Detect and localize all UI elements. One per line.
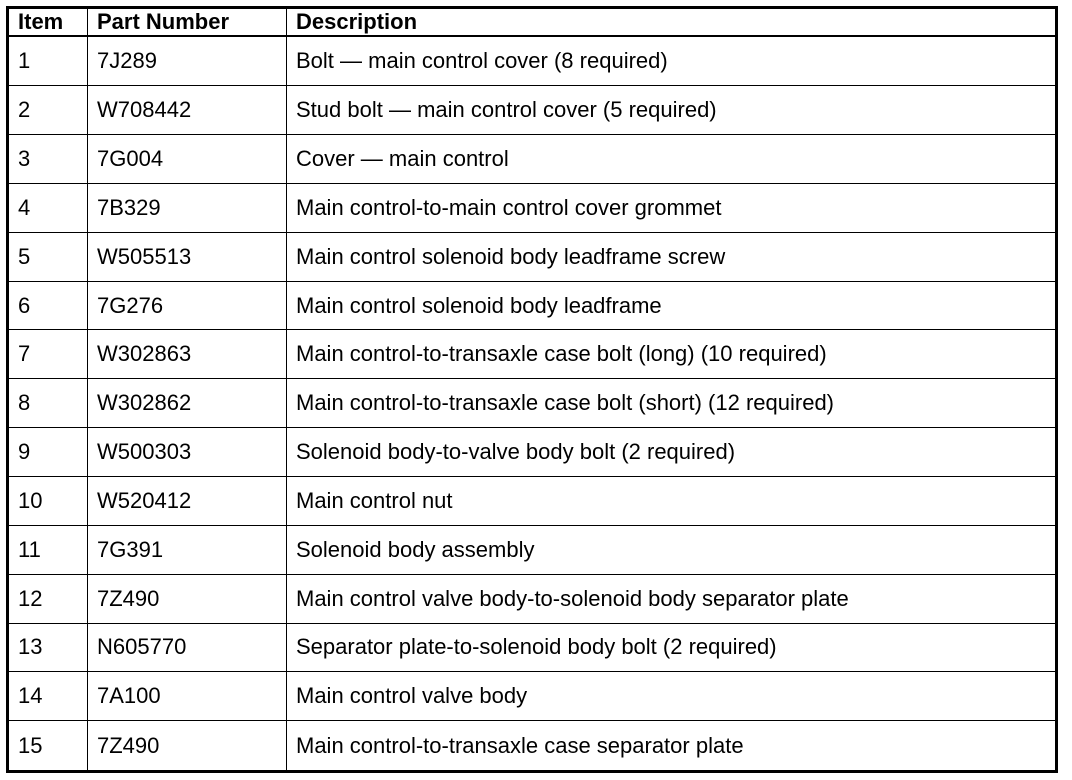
cell-part-number: 7G004 (88, 135, 287, 184)
cell-item: 3 (8, 135, 88, 184)
cell-part-number: 7J289 (88, 36, 287, 86)
cell-item: 9 (8, 428, 88, 477)
table-row (8, 623, 1057, 672)
cell-description: Main control solenoid body leadframe (287, 281, 1057, 330)
cell-part-number: 7Z490 (88, 721, 287, 772)
cell-item: 6 (8, 281, 88, 330)
cell-item: 11 (8, 525, 88, 574)
cell-description: Main control valve body-to-solenoid body separator plate (287, 574, 1057, 623)
cell-part-number: W302863 (88, 330, 287, 379)
cell-part-number: W500303 (88, 428, 287, 477)
cell-part-number: 7B329 (88, 183, 287, 232)
cell-item: 10 (8, 477, 88, 526)
header-part-number: Part Number (88, 8, 287, 37)
cell-part-number: 7G276 (88, 281, 287, 330)
cell-description: Cover — main control (287, 135, 1057, 184)
cell-description: Main control-to-transaxle case separator plate (287, 721, 1057, 772)
header-item: Item (8, 8, 88, 37)
cell-part-number: 7G391 (88, 525, 287, 574)
table-row (8, 428, 1057, 477)
cell-description: Bolt — main control cover (8 required) (287, 36, 1057, 86)
cell-part-number: 7A100 (88, 672, 287, 721)
parts-table (6, 6, 1058, 773)
table-row (8, 379, 1057, 428)
table-row (8, 477, 1057, 526)
table-row (8, 232, 1057, 281)
cell-description: Separator plate-to-solenoid body bolt (2 required) (287, 623, 1057, 672)
header-description: Description (287, 8, 1057, 37)
table-body (8, 36, 1057, 772)
table-row (8, 525, 1057, 574)
table-row (8, 36, 1057, 86)
cell-description: Solenoid body assembly (287, 525, 1057, 574)
cell-description: Stud bolt — main control cover (5 required) (287, 86, 1057, 135)
cell-description: Main control-to-main control cover grommet (287, 183, 1057, 232)
cell-item: 7 (8, 330, 88, 379)
cell-part-number: W708442 (88, 86, 287, 135)
cell-description: Main control valve body (287, 672, 1057, 721)
table-header (8, 8, 1057, 37)
table-row (8, 135, 1057, 184)
cell-description: Main control solenoid body leadframe screw (287, 232, 1057, 281)
cell-part-number: W520412 (88, 477, 287, 526)
cell-description: Main control-to-transaxle case bolt (long) (10 required) (287, 330, 1057, 379)
cell-item: 13 (8, 623, 88, 672)
table-row (8, 672, 1057, 721)
cell-part-number: W302862 (88, 379, 287, 428)
header-row (8, 8, 1057, 37)
table-row (8, 281, 1057, 330)
cell-part-number: W505513 (88, 232, 287, 281)
cell-item: 1 (8, 36, 88, 86)
table-row (8, 721, 1057, 772)
cell-item: 5 (8, 232, 88, 281)
cell-item: 12 (8, 574, 88, 623)
cell-part-number: 7Z490 (88, 574, 287, 623)
table-row (8, 574, 1057, 623)
cell-item: 15 (8, 721, 88, 772)
cell-item: 2 (8, 86, 88, 135)
table-row (8, 86, 1057, 135)
cell-item: 4 (8, 183, 88, 232)
table-row (8, 183, 1057, 232)
cell-description: Main control nut (287, 477, 1057, 526)
cell-item: 8 (8, 379, 88, 428)
cell-part-number: N605770 (88, 623, 287, 672)
cell-item: 14 (8, 672, 88, 721)
cell-description: Solenoid body-to-valve body bolt (2 required) (287, 428, 1057, 477)
cell-description: Main control-to-transaxle case bolt (short) (12 required) (287, 379, 1057, 428)
table-row (8, 330, 1057, 379)
